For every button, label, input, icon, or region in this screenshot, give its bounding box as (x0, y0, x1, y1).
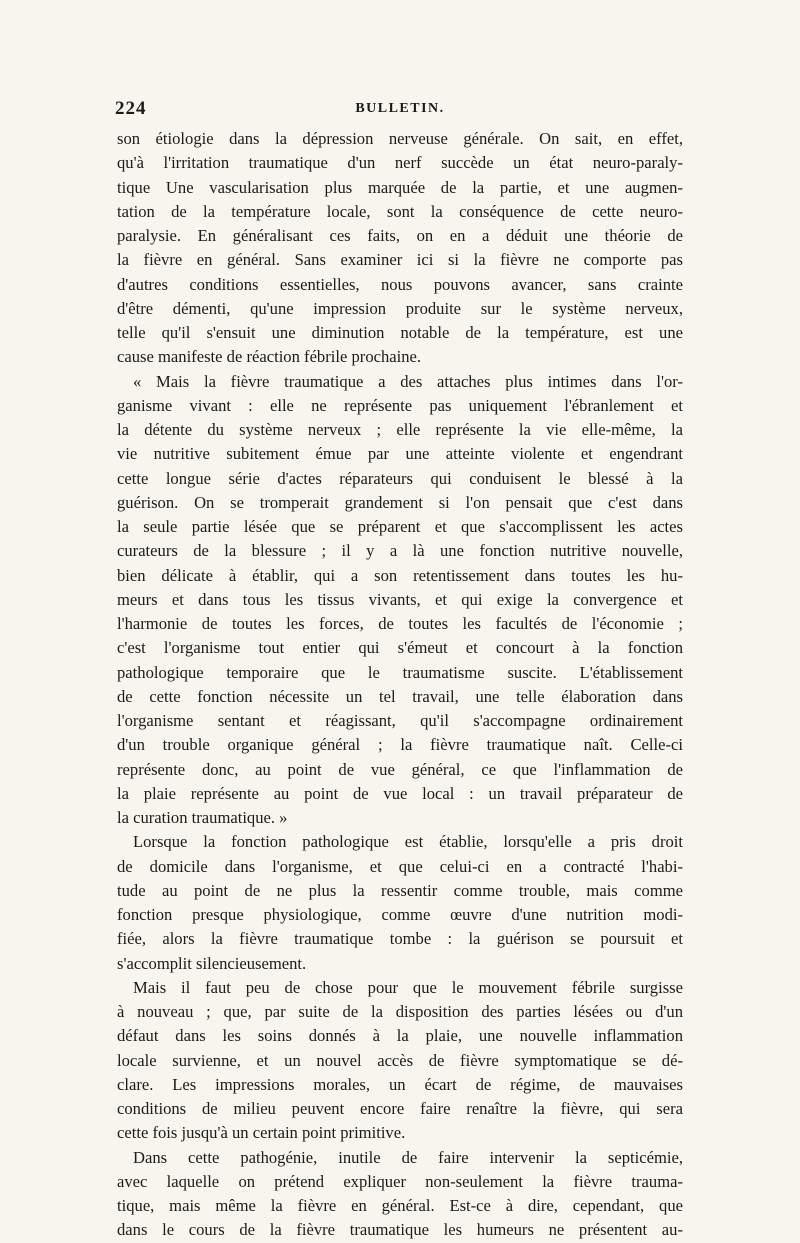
text-line: bien délicate à établir, qui a son retentissement dans toutes les hu- (117, 565, 683, 585)
text-line: guérison. On se tromperait grandement si l'on pensait que c'est dans (117, 492, 683, 512)
text-line: d'autres conditions essentielles, nous pouvons avancer, sans crainte (117, 274, 683, 294)
text-line: vie nutritive subitement émue par une atteinte violente et engendrant (117, 444, 683, 464)
text-line: locale survienne, et un nouvel accès de fièvre symptomatique se dé- (117, 1050, 683, 1070)
text-line: représente donc, au point de vue général, ce que l'inflammation de (117, 759, 683, 779)
text-line: Mais il faut peu de chose pour que le mouvement fébrile surgisse (133, 977, 683, 997)
text-line: paralysie. En généralisant ces faits, on en a déduit une théorie de (117, 226, 683, 245)
text-line: dans le cours de la fièvre traumatique les humeurs ne présentent au- (117, 1220, 683, 1240)
text-line: telle qu'il s'ensuit une diminution notable de la température, est une (117, 323, 683, 342)
text-line: la fièvre en général. Sans examiner ici si la fièvre ne comporte pas (117, 250, 683, 270)
text-line: pathologique temporaire que le traumatisme suscite. L'établissement (117, 662, 683, 682)
body-text (117, 127, 683, 1243)
text-line: tude au point de ne plus la ressentir comme trouble, mais comme (117, 880, 683, 900)
text-line: la détente du système nerveux ; elle représente la vie elle-même, la (117, 420, 683, 439)
text-line: l'harmonie de toutes les forces, de toutes les facultés de l'économie ; (117, 614, 683, 633)
text-line: cette fois jusqu'à un certain point primitive. (117, 1123, 406, 1143)
text-line: l'organisme sentant et réagissant, qu'il s'accompagne ordinairement (117, 711, 683, 730)
text-line: conditions de milieu peuvent encore faire renaître la fièvre, qui sera (117, 1099, 683, 1118)
text-line: c'est l'organisme tout entier qui s'émeut et concourt à la fonction (117, 638, 683, 658)
text-line: la seule partie lésée que se préparent et que s'accomplissent les actes (117, 517, 683, 536)
text-line: de cette fonction nécessite un tel travail, une telle élaboration dans (117, 686, 683, 706)
text-line: tation de la température locale, sont la conséquence de cette neuro- (117, 201, 683, 221)
page-number: 224 (115, 98, 147, 119)
text-line: ganisme vivant : elle ne représente pas uniquement l'ébranlement et (117, 395, 683, 415)
journal-title: BULLETIN. (355, 101, 445, 116)
text-line: Dans cette pathogénie, inutile de faire intervenir la septicémie, (133, 1147, 683, 1167)
text-line: défaut dans les soins donnés à la plaie, une nouvelle inflammation (117, 1026, 683, 1046)
text-line: Lorsque la fonction pathologique est établie, lorsqu'elle a pris droit (133, 832, 683, 852)
text-line: clare. Les impressions morales, un écart de régime, de mauvaises (117, 1074, 683, 1094)
text-line: meurs et dans tous les tissus vivants, et qui exige la convergence et (117, 589, 683, 609)
text-line: à nouveau ; que, par suite de la disposition des parties lésées ou d'un (117, 1002, 683, 1021)
text-line: fonction presque physiologique, comme œuvre d'une nutrition modi- (117, 905, 683, 924)
text-line: tique, mais même la fièvre en général. Est-ce à dire, cependant, que (117, 1196, 683, 1215)
text-line: s'accomplit silencieusement. (117, 953, 307, 973)
text-line: son étiologie dans la dépression nerveuse générale. On sait, en effet, (117, 129, 683, 148)
text-line: avec laquelle on prétend expliquer non-seulement la fièvre trauma- (117, 1171, 683, 1191)
running-head (115, 98, 685, 122)
text-line: la plaie représente au point de vue local : un travail préparateur de (117, 783, 683, 803)
text-line: la curation traumatique. » (117, 808, 288, 827)
text-line: cause manifeste de réaction fébrile prochaine. (117, 347, 422, 367)
text-line: fiée, alors la fièvre traumatique tombe : la guérison se poursuit et (117, 929, 683, 949)
text-line: qu'à l'irritation traumatique d'un nerf succède un état neuro-paraly- (117, 153, 683, 173)
text-line: de domicile dans l'organisme, et que celui-ci en a contracté l'habi- (117, 856, 683, 876)
text-line: tique Une vascularisation plus marquée de la partie, et une augmen- (117, 177, 683, 197)
text-line: d'un trouble organique général ; la fièvre traumatique naît. Celle-ci (117, 735, 683, 755)
text-line: d'être démenti, qu'une impression produite sur le système nerveux, (117, 298, 683, 318)
text-line: curateurs de la blessure ; il y a là une fonction nutritive nouvelle, (117, 541, 683, 561)
text-line: cette longue série d'actes réparateurs qui conduisent le blessé à la (117, 468, 683, 488)
text-line: « Mais la fièvre traumatique a des attaches plus intimes dans l'or- (133, 371, 683, 391)
